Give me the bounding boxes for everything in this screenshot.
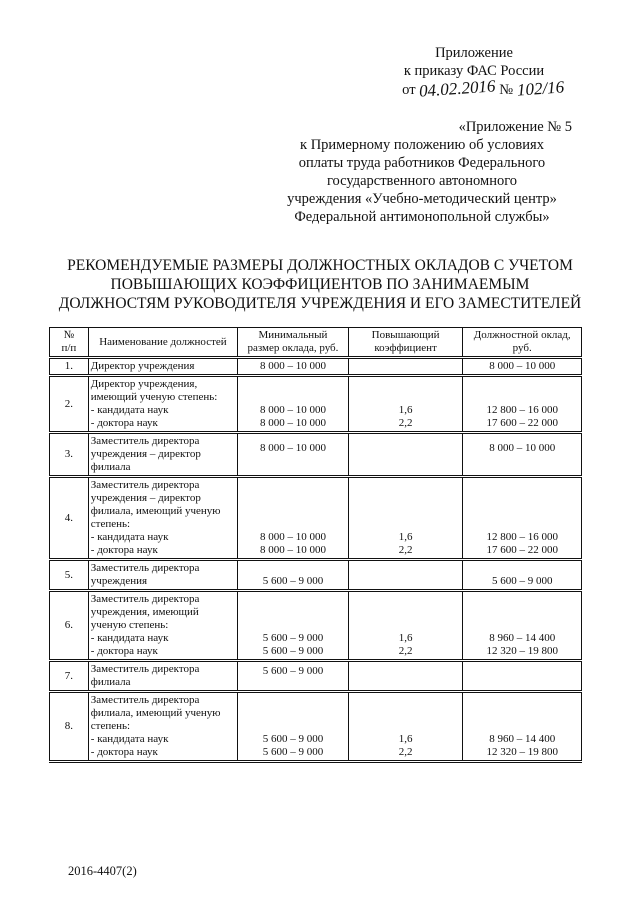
salary-table <box>49 327 582 763</box>
cell-num: 7. <box>50 661 89 692</box>
title-line: ДОЛЖНОСТЯМ РУКОВОДИТЕЛЯ УЧРЕЖДЕНИЯ И ЕГО ЗАМЕСТИТЕЛЕЙ <box>58 295 582 312</box>
document-title <box>40 256 600 313</box>
header-name: Наименование должностей <box>88 328 237 358</box>
cell-min: 8 000 – 10 000 <box>238 433 349 477</box>
header-num: № п/п <box>50 328 89 358</box>
cell-num: 1. <box>50 358 89 376</box>
cell-salary: 12 800 – 16 000 17 600 – 22 000 <box>463 376 582 433</box>
cell-name: Заместитель директора филиала <box>88 661 237 692</box>
cell-name: Заместитель директора учреждения – директор филиала, имеющий ученую степень: - кандидата наук - доктора наук <box>88 477 237 560</box>
cell-coef: 1,6 2,2 <box>348 376 463 433</box>
table-header-row <box>50 328 582 358</box>
cell-salary: 5 600 – 9 000 <box>463 560 582 591</box>
title-line: ПОВЫШАЮЩИХ КОЭФФИЦИЕНТОВ ПО ЗАНИМАЕМЫМ <box>110 276 530 293</box>
order-reference: к приказу ФАС России <box>403 63 545 79</box>
table-row <box>50 477 582 560</box>
cell-salary <box>463 661 582 692</box>
cell-min: 5 600 – 9 000 5 600 – 9 000 <box>238 692 349 762</box>
cell-num: 8. <box>50 692 89 762</box>
cell-min: 8 000 – 10 000 8 000 – 10 000 <box>238 376 349 433</box>
cell-coef: 1,6 2,2 <box>348 692 463 762</box>
appendix-label: Приложение <box>435 45 513 61</box>
title-line: РЕКОМЕНДУЕМЫЕ РАЗМЕРЫ ДОЛЖНОСТНЫХ ОКЛАДОВ С УЧЕТОМ <box>67 257 573 274</box>
appendix-5-block <box>272 118 572 226</box>
cell-num: 3. <box>50 433 89 477</box>
cell-name: Директор учреждения, имеющий ученую степень: - кандидата наук - доктора наук <box>88 376 237 433</box>
cell-min: 5 600 – 9 000 5 600 – 9 000 <box>238 591 349 661</box>
table-row <box>50 560 582 591</box>
appendix-5-line: «Приложение № 5 <box>458 119 572 135</box>
appendix-5-line: к Примерному положению об условиях <box>300 137 544 153</box>
cell-name: Заместитель директора учреждения <box>88 560 237 591</box>
cell-name: Заместитель директора филиала, имеющий ученую степень: - кандидата наук - доктора наук <box>88 692 237 762</box>
header-min: Минимальный размер оклада, руб. <box>238 328 349 358</box>
cell-min: 5 600 – 9 000 <box>238 560 349 591</box>
appendix-5-line: Федеральной антимонопольной службы» <box>294 209 550 225</box>
number-label: № <box>499 82 514 98</box>
cell-salary: 8 000 – 10 000 <box>463 358 582 376</box>
cell-num: 2. <box>50 376 89 433</box>
cell-name: Директор учреждения <box>88 358 237 376</box>
cell-num: 4. <box>50 477 89 560</box>
cell-min: 8 000 – 10 000 8 000 – 10 000 <box>238 477 349 560</box>
cell-coef: 1,6 2,2 <box>348 591 463 661</box>
cell-num: 6. <box>50 591 89 661</box>
table-row <box>50 591 582 661</box>
cell-num: 5. <box>50 560 89 591</box>
appendix-5-line: оплаты труда работников Федерального <box>298 155 546 171</box>
handwritten-number: 102/16 <box>516 77 565 100</box>
header-salary: Должностной оклад, руб. <box>463 328 582 358</box>
document-code: 2016-4407(2) <box>68 864 137 878</box>
cell-salary: 12 800 – 16 000 17 600 – 22 000 <box>463 477 582 560</box>
cell-coef: 1,6 2,2 <box>348 477 463 560</box>
cell-coef <box>348 560 463 591</box>
appendix-order-block <box>384 44 564 99</box>
cell-name: Заместитель директора учреждения – директор филиала <box>88 433 237 477</box>
cell-coef <box>348 661 463 692</box>
cell-salary: 8 960 – 14 400 12 320 – 19 800 <box>463 692 582 762</box>
table-row <box>50 376 582 433</box>
appendix-5-line: учреждения «Учебно-методический центр» <box>287 191 557 207</box>
table-row <box>50 661 582 692</box>
header-coef: Повышающий коэффициент <box>348 328 463 358</box>
cell-salary: 8 960 – 14 400 12 320 – 19 800 <box>463 591 582 661</box>
order-date-line <box>384 76 565 101</box>
cell-min: 5 600 – 9 000 <box>238 661 349 692</box>
appendix-5-line: государственного автономного <box>326 173 518 189</box>
cell-salary: 8 000 – 10 000 <box>463 433 582 477</box>
table-row <box>50 433 582 477</box>
cell-coef <box>348 433 463 477</box>
cell-coef <box>348 358 463 376</box>
handwritten-date: 04.02.2016 <box>418 76 497 101</box>
cell-min: 8 000 – 10 000 <box>238 358 349 376</box>
cell-name: Заместитель директора учреждения, имеющий ученую степень: - кандидата наук - доктора наук <box>88 591 237 661</box>
date-prefix: от <box>402 82 416 98</box>
table-row <box>50 358 582 376</box>
table-row <box>50 692 582 762</box>
